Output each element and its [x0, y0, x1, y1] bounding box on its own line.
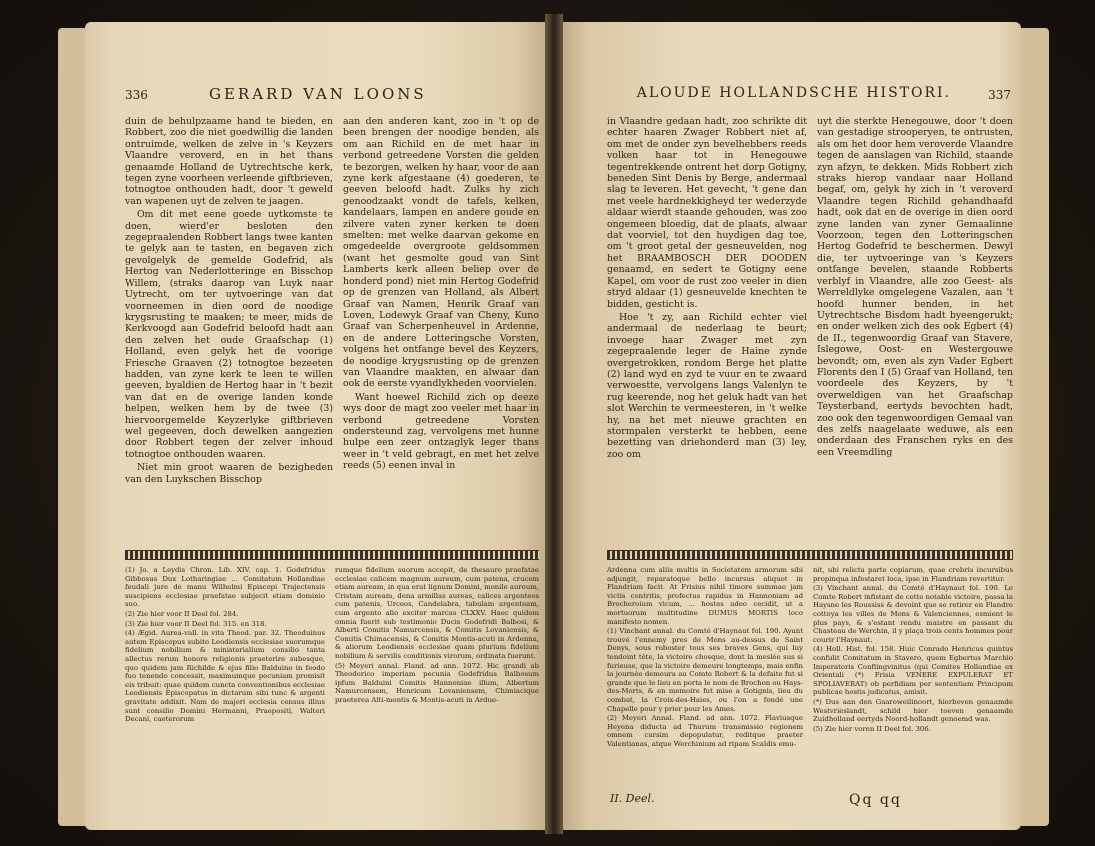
- page-edges-right: [1019, 28, 1049, 826]
- book-gutter: [545, 14, 563, 834]
- text-column-right: [343, 116, 539, 474]
- footnote: (4) Holl. Hist. fol. 158. Huic Conrado Henricus quintus confulit Comitatum in Stavero, quem Egbertus Marchio Imperatoris Conflingvinitus (qui Comites Hollandiae ex Orientali (*) Frisia VENERE EXPULERAT ET SPOLIAVERAT) ob perfidiam per sententiam Principum publicae hostis judicatus, amisit.: [813, 645, 1013, 697]
- paragraph: aan den anderen kant, zoo in 't op de been brengen der noodige benden, als om aan Richild en de met haar in verbond getreedene Vorsten die gelden te bezorgen, welken hy haar, voor de aan zyne kerk afgestaane (4) goederen, te geeven beloofd hadt. Zulks hy zich genoodzaakt vondt de tafels, kelken, kandelaars, lampen en andere goude en zilvere vaten zyner kerken te doen smelten: met welke daarvan gekome en omgedeelde overgroote geldsommen (want het gesmolte goud van Sint Lamberts kerk alleen beliep over de honderd pond) niet min Hertog Godefrid op de grenzen van Holland, als Albert Graaf van Namen, Henrik Graaf van Loven, Lodewyk Graaf van Cheny, Kuno Graaf van Scherpenheuvel in Ardenne, en de andere Lotteringsche Vorsten, volgens het ontfange bevel des Keyzers, de noodige krygsrusting op de grenzen van Vlaandre maakten, en alwaar dan ook de eerste vyandlykheden voorvielen.: [343, 116, 540, 390]
- right-page: [555, 22, 1021, 830]
- footnote: (2) Meyeri Annal. Fland. ad ann. 1072. Flaviusque Heyena diducta ad Thurum transmissio regionem omnem cursim depopulatur, reditque praeter Valentianas, atque Werchinium ad ripam Scaldis emu-: [607, 714, 803, 748]
- page-number: 336: [125, 88, 148, 102]
- running-title: ALOUDE HOLLANDSCHE HISTORI.: [636, 85, 951, 101]
- paragraph: duin de behulpzaame hand te bieden, en Robbert, zoo die niet goedwillig die landen ontruimde, welken de zelve in 's Keyzers Vlaandre veroverd, en in het thans genaamde Holland de Uytrechtsche kerk, tegen zyne voorheen verleende giftbrieven, totnogtoe onthouden hadt, door 't geweld van wapenen uyt de zelven te jaagen.: [125, 116, 333, 207]
- footnote: nit, ubi relicta parte copiarum, quae crebris incursibus propinqua infestaret loca, ipse in Flandriam revertitur.: [813, 566, 1013, 583]
- footnote: (3) Vinchant annal. du Comté d'Haynaut fol. 190. Le Comte Robert infistant de cette notable victoire, passa la Haysne les Roussiss & devoint que se retirer en Flandre cottoya les villes de Mons & Valenciennes, esmient le plus pays, & s'estant rendu maistre en passant du Chasteau de Werchin, il y plaça trois cents hommes pour courir l'Haynaut.: [813, 584, 1013, 644]
- running-title: GERARD VAN LOONS: [209, 85, 427, 103]
- ornamental-rule: [607, 550, 1013, 560]
- footnote: Ardenna cum aliis multis in Societatem armorum sibi adjungit, reparatoque bello incursus aliquot in Flandriam facit. At Frisius nihil timore summae jam victis contritis, profectus rapidus in Hannoniam ad Brocheroium vicum, ... hostes adeo cecidit, ut a mortuorum multitudine DUMUS MORTIS loco manifesto nomen.: [607, 566, 803, 626]
- paragraph: Om dit met eene goede uytkomste te doen, wierd'er besloten den zegepraalenden Robbert langs twee kanten te gelyk aan te tasten, en begaven zich gevolgelyk de gemelde Godefrid, als Hertog van Nederlotteringe en Bisschop Willem, (straks daarop van Luyk naar Uytrecht, om ter uytvoeringe van dat voorneemen in dien oord de noodige krygsrusting te maaken; te meer, mids de Kerkvoogd aan Godefrid beloofd hadt aan den zelven het oude Graafschap (1) Holland, even gelyk het de voorige Friesche Graaven (2) totnogtoe bezeeten hadden, van zyne kerk te leen te willen geeven, byaldien de Hertog haar in 't bezit van dat en de overige landen konde helpen, welken hem by de twee (3) hiervoorgemelde Keyzerlyke giftbrieven wel gegeeven, doch dewelken aangezien door Robbert tegen der zelver inhoud totnogtoe onthouden waaren.: [125, 209, 333, 460]
- text-column-left: [607, 116, 807, 462]
- footnotes-left: [607, 566, 803, 749]
- text-column-right: [817, 116, 1013, 460]
- footnote: (*) Dus aan den Gaaroweilinoort, hierboven genaamde Westvrieslandt, schild hier toeven genaamde Zuidholland eertyds Noord-hollandt genoemd was.: [813, 697, 1013, 724]
- footnotes-right: [335, 566, 539, 706]
- paragraph: Hoe 't zy, aan Richild echter viel andermaal de nederlaag te beurt; invoege haar Zwager met zyn zegepraalende leger de Haine zynde overgetrokken, rondom Berge het platte (2) land wyd en zyd te vuur en te zwaard verwoestte, vervolgens langs Valenlyn te rug keerende, nog het geluk hadt van het slot Werchin te vermeesteren, in 't welke hy, na het met nieuwe grachten en stormpalen versterkt te hebben, eene bezetting van driehonderd man (3) ley, zoo om: [607, 311, 807, 460]
- volume-signature: II. Deel.: [610, 792, 655, 805]
- left-header: [125, 82, 535, 110]
- footnotes-left: [125, 566, 325, 725]
- signature-mark: Qq qq: [849, 792, 902, 808]
- right-header: [601, 82, 1011, 110]
- footnote: (1) Jo. a Leydis Chron. Lib. XIV. cap. 1. Godefridus Gibbosus Dux Lotharingiae ... Comitatum Hollandiae feudali jure de manu Wilhelmi Episcopi Trajectensis suscipiens ecclesiae praefatae subjecit etiam dominio suo.: [125, 566, 325, 609]
- paragraph: in Vlaandre gedaan hadt, zoo schrikte dit echter haaren Zwager Robbert niet af, om met de onder zyn bevelhebbers reeds volken haar tot in Henegouwe tegentrekkende ontrent het dorp Gotigny, beneden Sint Denis by Berge, andermaal slag te leveren. Het gevecht, 't gene dan met veele hardnekkigheyd ter wederzyde aldaar wierdt staande gehouden, was zoo ongemeen bloedig, dat de plaats, alwaar dat voorviel, tot den huydigen dag toe, om 't groot getal der gesneuvelden, nog het BRAAMBOSCH DER DOODEN genaamd, en sedert te Gotigny eene Kapel, om voor de rust zoo veeler in dien stryd aldaar (1) gesneuvelde knechten te bidden, gesticht is.: [607, 116, 807, 310]
- footnote: rumque fidelium suorum accepit, de thesauro praefatae ecclesiae calicem magnum aureum, cum patena, crucem etiam auream, in qua erat lignum Domini, monile aureum, Cristam auream, dena armillas aureas, calices argenteos cum patenis, Urceos, Candelabra, tabulam argenteam, cum argento alio exciter marcas CLXXV. Haec quidem omnia fuerit sub testimonio Ducis Godefridi Balbosi, & Alberti Comitis Namurcensis, & Comitis Lovaniensis, & Comitis Chimacensis, & Comitis Montis-acuti in Ardenna, & aliorum Leodiensis ecclesiae quam plurium fidelium nobilium & servilis conditionis virorum, ordinata fuerunt.: [335, 566, 539, 660]
- footnote: (4) Ægid. Aurea-vall. in vita Theod. par. 32. Theoduinus autem Episcopus subito Leodiensis ecclesiae suorumque fidelium nobilium & ministerialium consilio tanta allectus rerum honore religionis praeterire subesque, quo quidem jam Richilde & ejus filio Balduino in feodo fuo tenendo concessit, maximumque pecuniam promisit eis tribuit: quae quidem cuncta conventionibus ecclesiae Leodiensis Episcopatus in dictarum sibi tunc & argenti gravitate addixit. Nam de majori ecclesia census illius sunt consilio Domini Hermanni, Praepositi, Walteri Decani, caeterorum: [125, 629, 325, 724]
- footnote: (1) Vinchant annal. du Comté d'Haynaut fol. 190. Ayant trouvé l'ennemy pres de Mons au-dessus de Saint Denys, sous roboster tous ses braves Gens, qui luy tendoint tête, la victoire chosque, dont la meslée sus si furieuse, que la victoire demeure longtemps, mais enfin la journée demeura au Comte Robert & la defaite fut si grande que le lieu en porta le nom de Brochon ou Hays-des-Morts, & en memoire fut mise a Gotignis, lieu du combat, la Croix-des-Haies, ou l'on a fondé une Chapelle pour y prier pour les Ames.: [607, 627, 803, 713]
- footnote: (3) Zie hier voor II Deel fol. 315. en 318.: [125, 619, 267, 628]
- ornamental-rule: [125, 550, 539, 560]
- paragraph: uyt die sterkte Henegouwe, door 't doen van gestadige strooperyen, te ontrusten, als om het door hem veroverde Vlaandre tegen de aanslagen van Richild, staande zyn afzyn, te dekken. Mids Robbert zich straks hierop vandaar naar Holland begaf, om, gelyk hy zich in 't veroverd Vlaandre tegen Richild gehandhaafd hadt, ook dat en de overige in dien oord zyne landen van zyner Gemaalinne Voorzoon, tegen den Lotteringschen Hertog Godefrid te beschermen. Dewyl die, ter uytvoeringe van 's Keyzers ontfange bevelen, staande Robberts verblyf in Vlaandre, alle zoo Geest- als Werreldlyke omgelegene Vazalen, aan 't hoofd hunner benden, in het Uytrechtsche Bisdom hadt byeengerukt; en onder welken zich des ook Egbert (4) de II., tegenwoordig Graaf van Stavere, Islegowe, Oost- en Westergouwe bevondt; om, even als zyn Vader Egbert Florents den I (5) Graaf van Holland, ten voordeele des Keyzers, by 't overweldigen van het Graafschap Teysterband, eertyds bevochten hadt, zoo ook den tegenwoordigen Gemaal van des zelfs naagelaate weduwe, als een onderdaan des Franschen ryks en des een Vreemdling: [817, 116, 1013, 458]
- footnote: (5) Zie hier voren II Deel fol. 306.: [813, 724, 931, 733]
- footnotes-right: [813, 566, 1013, 734]
- paragraph: Want hoewel Richild zich op deeze wys door de magt zoo veeler met haar in verbond getreedene Vorsten ondersteund zag, vervolgens met hunne hulpe een zeer ontzaglyk leger thans weer in 't veld gebragt, en met het zelve reeds (5) eenen inval in: [343, 391, 539, 472]
- page-edges-left: [58, 28, 88, 826]
- paragraph: Niet min groot waaren de bezigheden van den Luykschen Bisschop: [125, 462, 333, 485]
- text-column-left: [125, 116, 333, 487]
- footnote: (2) Zie hier voor II Deel fol. 284.: [125, 609, 239, 618]
- page-number: 337: [988, 88, 1011, 102]
- left-page: [85, 22, 553, 830]
- footnote: (5) Meyeri annal. Fland. ad ann. 1072. Hic grandi ab Theodorico imperiam pecunia Godefridus Balbosum ipfum Balduini Comitis Hannoniae illum, Albertum Namurcensem, Henricum Lovaniensem, Chimiacique praeterea Alti-montis & Montis-acuti in Ardue-: [335, 661, 539, 704]
